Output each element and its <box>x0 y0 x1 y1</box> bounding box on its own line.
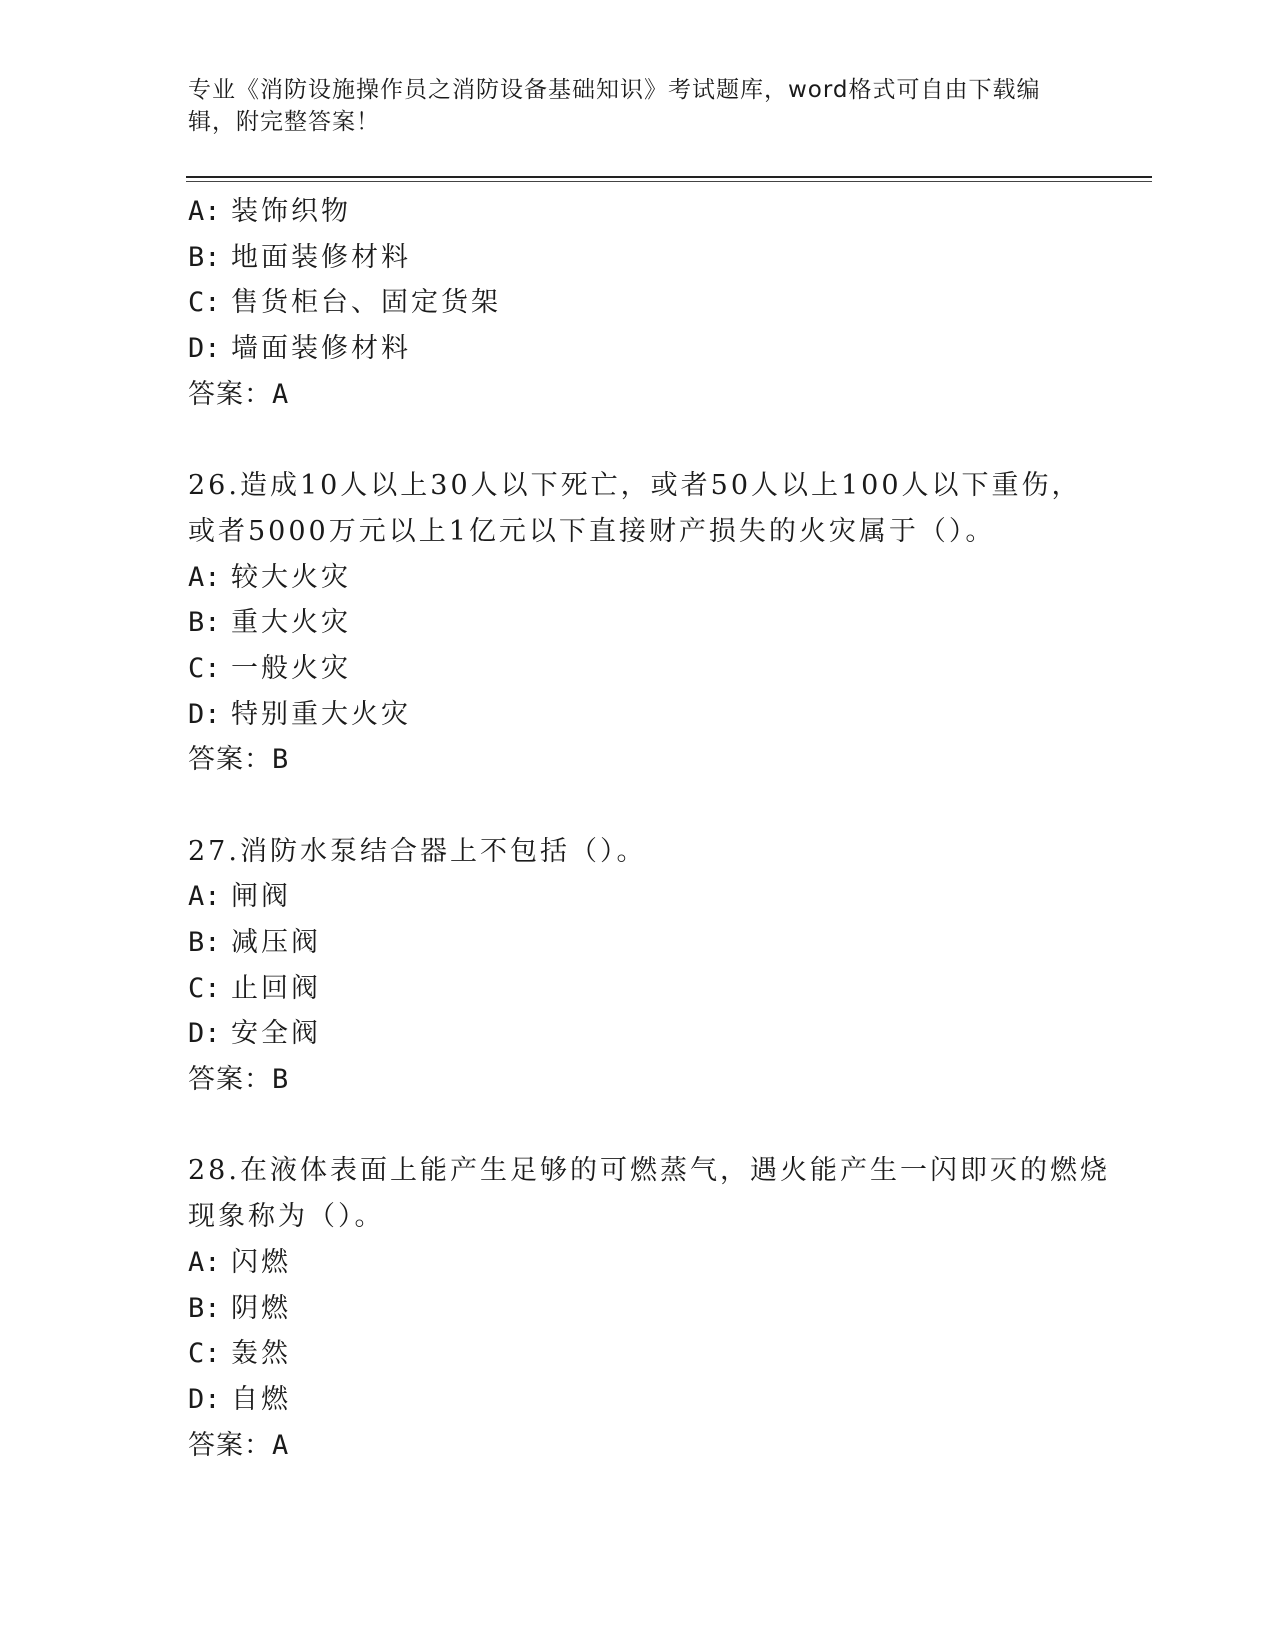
option-text: 售货柜台、固定货架 <box>231 287 501 319</box>
question-stem-line: 28.在液体表面上能产生足够的可燃蒸气，遇火能产生一闪即灭的燃烧 <box>188 1155 1110 1187</box>
answer-value: A <box>272 378 289 410</box>
answer-line <box>188 1423 1088 1469</box>
answer-value: A <box>272 1429 289 1461</box>
option-letter: C: <box>188 287 221 319</box>
answer-line <box>188 372 1088 418</box>
option-b <box>188 235 1088 281</box>
answer-value: B <box>272 744 289 776</box>
option-d <box>188 1377 1088 1423</box>
option-letter: A: <box>188 561 221 593</box>
option-b <box>188 600 1088 646</box>
option-text: 地面装修材料 <box>231 241 411 273</box>
option-b <box>188 1286 1088 1332</box>
question-26 <box>188 463 1088 783</box>
option-b <box>188 920 1088 966</box>
option-text: 轰然 <box>231 1338 291 1370</box>
question-stem-line: 现象称为（）。 <box>188 1201 385 1233</box>
option-c <box>188 1331 1088 1377</box>
question-stem-line: 或者5000万元以上1亿元以下直接财产损失的火灾属于（）。 <box>188 515 996 547</box>
spacer <box>188 783 1088 829</box>
document-header <box>188 74 1068 138</box>
option-text: 闪燃 <box>231 1246 291 1278</box>
option-text: 闸阀 <box>231 881 291 913</box>
answer-label: 答案： <box>188 744 272 776</box>
answer-line <box>188 1057 1088 1103</box>
option-d <box>188 692 1088 738</box>
answer-value: B <box>272 1064 289 1096</box>
header-line-1: 专业《消防设施操作员之消防设备基础知识》考试题库，word格式可自由下载编 <box>188 77 1041 103</box>
option-d <box>188 326 1088 372</box>
option-text: 止回阀 <box>231 972 321 1004</box>
option-letter: A: <box>188 881 221 913</box>
option-text: 自燃 <box>231 1383 291 1415</box>
option-letter: B: <box>188 927 221 958</box>
header-line-2: 辑，附完整答案！ <box>188 109 380 135</box>
option-text: 装饰织物 <box>231 196 351 227</box>
question-list <box>188 189 1110 1468</box>
answer-label: 答案： <box>188 1064 272 1096</box>
option-letter: B: <box>188 607 221 639</box>
option-letter: D: <box>188 1018 221 1050</box>
question-25-continued <box>188 189 1088 417</box>
answer-line <box>188 737 1088 783</box>
option-a <box>188 555 1088 601</box>
option-text: 减压阀 <box>231 927 321 958</box>
option-letter: D: <box>188 1383 221 1415</box>
answer-label: 答案： <box>188 378 272 410</box>
option-text: 阴燃 <box>231 1292 291 1324</box>
option-text: 特别重大火灾 <box>231 698 411 730</box>
option-text: 较大火灾 <box>231 561 351 593</box>
spacer <box>188 1103 1088 1149</box>
option-c <box>188 280 1088 326</box>
question-27 <box>188 829 1088 1103</box>
question-stem-line: 26.造成10人以上30人以下死亡，或者50人以上100人以下重伤， <box>188 470 1082 502</box>
option-text: 重大火灾 <box>231 607 351 639</box>
option-text: 墙面装修材料 <box>231 333 411 365</box>
option-letter: C: <box>188 972 221 1004</box>
option-letter: D: <box>188 698 221 730</box>
option-d <box>188 1011 1088 1057</box>
option-c <box>188 646 1088 692</box>
option-letter: A: <box>188 1246 221 1278</box>
option-letter: B: <box>188 241 221 273</box>
header-divider-thick <box>186 176 1152 178</box>
option-letter: A: <box>188 196 221 227</box>
option-a <box>188 1240 1088 1286</box>
question-28 <box>188 1148 1110 1468</box>
option-text: 一般火灾 <box>231 652 351 684</box>
option-a <box>188 874 1088 920</box>
question-stem-line: 27.消防水泵结合器上不包括（）。 <box>188 835 647 867</box>
answer-label: 答案： <box>188 1429 272 1461</box>
option-letter: C: <box>188 652 221 684</box>
option-letter: B: <box>188 1292 221 1324</box>
option-a <box>188 189 1088 235</box>
option-c <box>188 966 1088 1012</box>
option-letter: C: <box>188 1338 221 1370</box>
spacer <box>188 417 1088 463</box>
option-letter: D: <box>188 333 221 365</box>
option-text: 安全阀 <box>231 1018 321 1050</box>
header-divider-thin <box>186 181 1152 182</box>
